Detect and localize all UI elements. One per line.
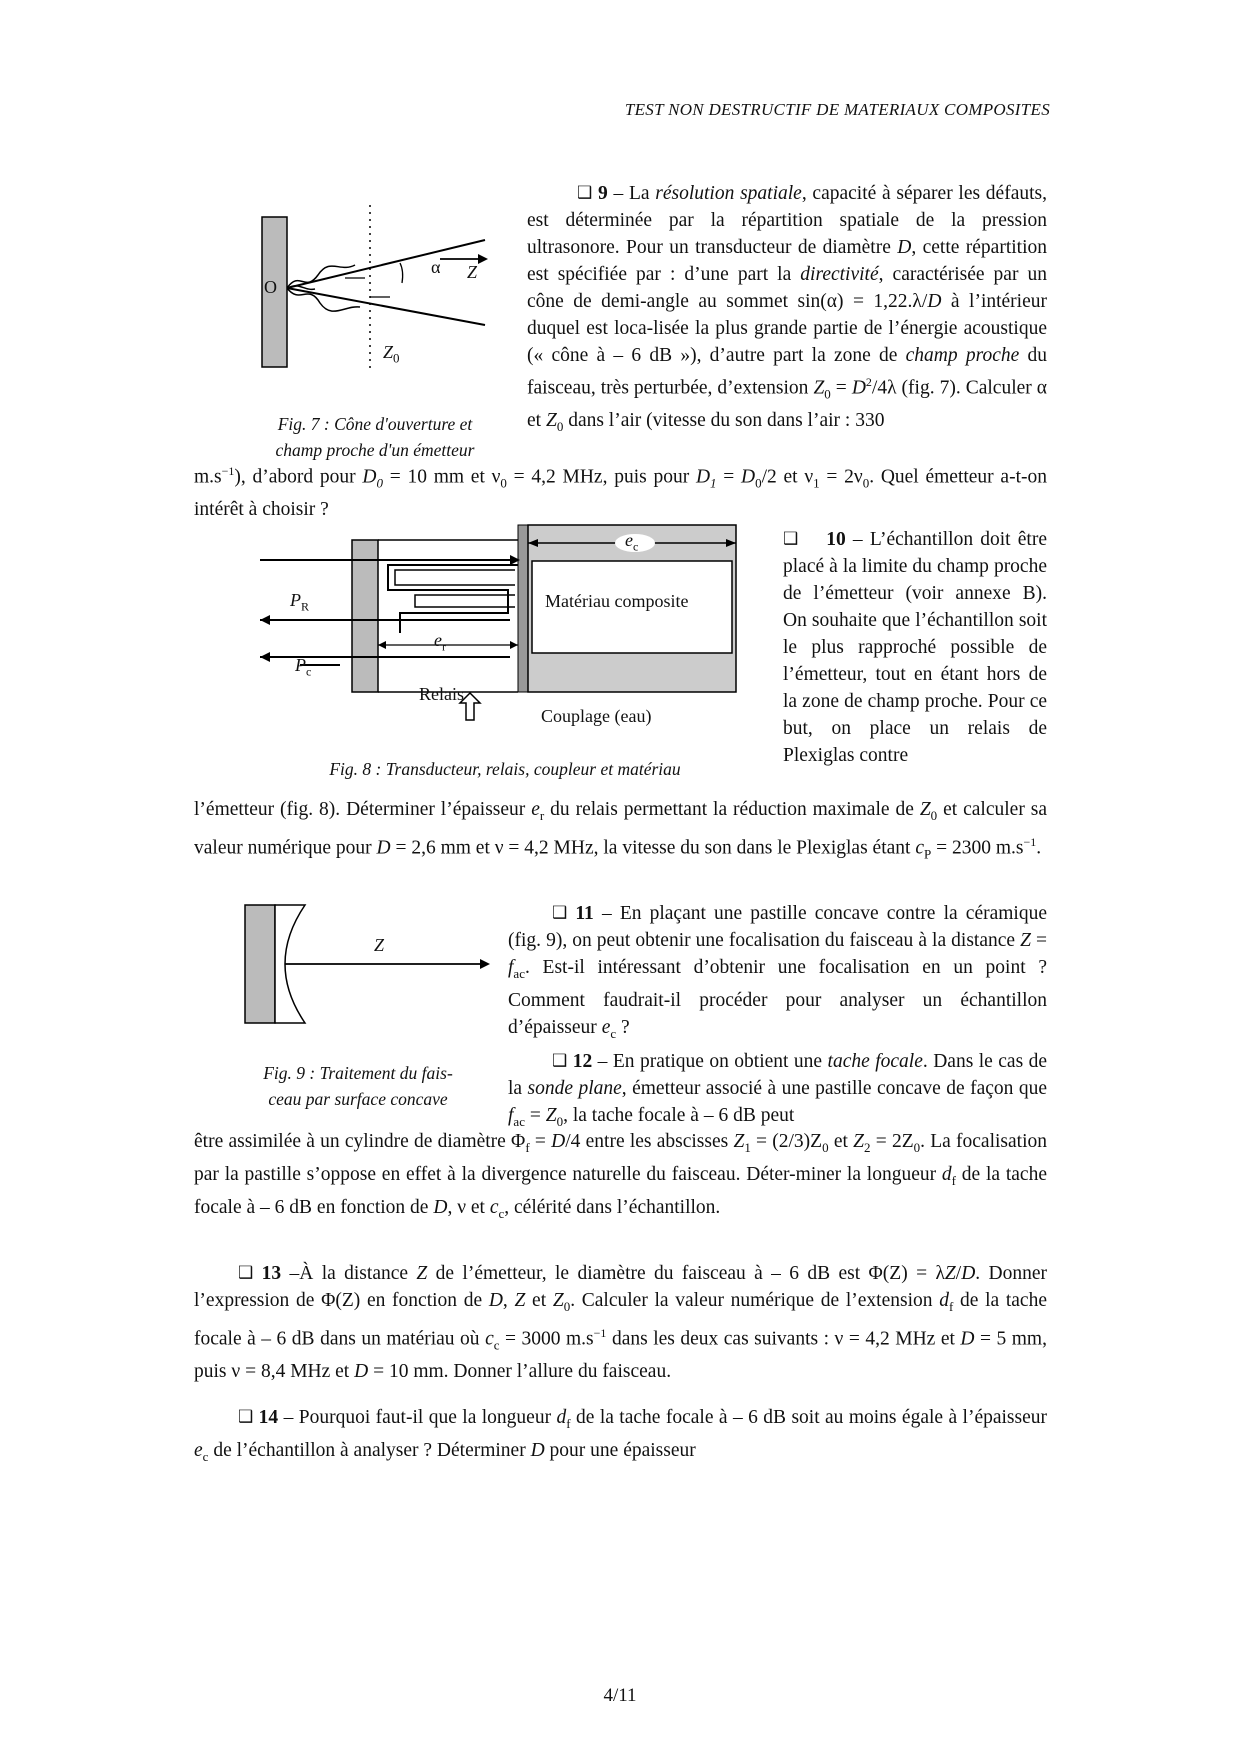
- running-header: TEST NON DESTRUCTIF DE MATERIAUX COMPOSITES: [624, 100, 1050, 119]
- coupling-layer: [518, 525, 528, 692]
- question-9-continuation: $m.s^{-1}$), d’abord pour $D_0 = 10$ mm et $\nu_0 = 4,2$ MHz, puis pour $D_1 = D_0/2$ et $\nu_1 = 2\nu_0$. Quel émetteur a-t-on intérêt à choisir ?: [194, 464, 1047, 521]
- fig9-caption: Fig. 9 : Traitement du fais- ceau par surface concave: [263, 1063, 453, 1109]
- reflection-path: [388, 565, 518, 633]
- fig8-label-er: $e_r$: [434, 630, 446, 654]
- fig8-label-relais: Relais: [419, 684, 464, 704]
- fig7-label-o: O: [264, 277, 277, 297]
- fig7-label-alpha: α: [431, 257, 441, 277]
- angle-arc: [400, 263, 403, 283]
- checkbox-icon: ❑: [552, 903, 568, 922]
- fig8-label-ec: $e_c$: [625, 530, 639, 554]
- page-number: 4/11: [603, 1685, 637, 1706]
- checkbox-icon: ❑: [552, 1051, 568, 1070]
- z-arrow-head: [478, 254, 488, 264]
- checkbox-icon: ❑: [238, 1407, 254, 1426]
- checkbox-icon: ❑: [783, 529, 799, 548]
- question-13-block: ❑ 13 –À la distance Z de l’émetteur, le diamètre du faisceau à – 6 dB est Φ(Z) = λZ/D. Donner l’expression de Φ(Z) en fonction de D, Z et $Z_0$. Calculer la valeur numérique de l’extension $d_f$ de la tache focale à – 6 dB dans un matériau où $c_c = 3000$ $m.s^{-1}$ dans les deux cas suivants : ν = 4,2 MHz et D = 5 mm, puis ν = 8,4 MHz et D = 10 mm. Donner l’allure du faisceau.: [194, 1263, 1048, 1383]
- fig7-label-z: Z: [467, 262, 478, 282]
- fig7-label-z0: $Z_0$: [383, 342, 400, 366]
- cone-upper-line: [287, 240, 485, 288]
- question-9-block: ❑ 9 – La résolution spatiale, capacité à séparer les défauts, est déterminée par la répartition spatiale de la pression ultrasonore. Pour un transducteur de diamètre D, cette répartition est spécifiée par : d’une part la directivité, caractérisée par un cône de demi-angle au sommet sin(α) = 1,22.λ/D à l’intérieur duquel est loca-lisée la plus grande partie de l’énergie acoustique (« cône à – 6 dB »), d’autre part la zone de champ proche du faisceau, très perturbée, d’extension $Z_0 = D^2/4\lambda$ (fig. 7). Calculer α et $Z_0$ dans l’air (vitesse du son dans l’air : 330: [527, 183, 1048, 435]
- question-number: 12: [572, 1051, 593, 1072]
- transducer-block: [352, 540, 378, 692]
- fig8-label-pr: $P_R$: [290, 590, 310, 614]
- question-14-block: ❑ 14 – Pourquoi faut-il que la longueur $d_f$ de la tache focale à – 6 dB soit au moins égale à l’épaisseur $e_c$ de l’échantillon à analyser ? Déterminer D pour une épaisseur: [194, 1407, 1048, 1464]
- question-10-continuation: l’émetteur (fig. 8). Déterminer l’épaisseur $e_r$ du relais permettant la réduction maximale de $Z_0$ et calculer sa valeur numérique pour D = 2,6 mm et ν = 4,2 MHz, la vitesse du son dans le Plexiglas étant $c_P = 2300$ $m.s^{-1}$.: [194, 799, 1047, 862]
- question-number: 10: [826, 529, 846, 550]
- fig8-caption: Fig. 8 : Transducteur, relais, coupleur et matériau: [329, 759, 681, 779]
- fig8-label-couplage: Couplage (eau): [541, 706, 652, 726]
- fig8-label-material: Matériau composite: [545, 591, 689, 611]
- fig8-label-pc: $P_c$: [295, 655, 312, 679]
- checkbox-icon: ❑: [577, 183, 593, 202]
- figure-9-diagram: [240, 900, 500, 1030]
- fig9-label-z: Z: [374, 935, 385, 955]
- checkbox-icon: ❑: [238, 1263, 254, 1282]
- question-11-block: ❑ 11 – En plaçant une pastille concave contre la céramique (fig. 9), on peut obtenir une focalisation du faisceau à la distance $Z = f_{ac}$. Est-il intéressant d’obtenir une focalisation en un point ? Comment faudrait-il procéder pour analyser un échantillon d’épaisseur $e_c$ ?: [508, 903, 1047, 1041]
- question-12-block: ❑ 12 – En pratique on obtient une tache focale. Dans le cas de la sonde plane, émetteur associé à une pastille concave de façon que $f_{ac} = Z_0$, la tache focale à – 6 dB peut: [508, 1051, 1048, 1129]
- question-12-continuation: être assimilée à un cylindre de diamètre $\Phi_f = D/4$ entre les abscisses $Z_1 = (2/3)Z_0$ et $Z_2 = 2Z_0$. La focalisation par la pastille s’oppose en effet à la divergence naturelle du faisceau. Déter-miner la longueur $d_f$ de la tache focale à – 6 dB en fonction de D, ν et $c_c$, célérité dans l’échantillon.: [194, 1131, 1047, 1221]
- question-number: 11: [575, 903, 594, 924]
- question-10-block: ❑ 10 – L’échantillon doit être placé à la limite du champ proche de l’émetteur (voir annexe B). On souhaite que l’échantillon soit le plus rapproché possible de l’émetteur, tout en étant hors de la zone de champ proche. Pour ce but, on place un relais de Plexiglas contre: [783, 529, 1047, 766]
- focal-arrow-head: [480, 959, 490, 969]
- question-number: 14: [258, 1407, 279, 1428]
- figure-8-diagram: [260, 525, 750, 745]
- question-number: 13: [261, 1263, 282, 1284]
- ceramic-plate: [245, 905, 275, 1023]
- fig7-caption: Fig. 7 : Cône d'ouverture et champ proche d'un émetteur: [275, 414, 475, 460]
- cone-lower-line: [287, 288, 485, 325]
- question-number: 9: [597, 183, 608, 204]
